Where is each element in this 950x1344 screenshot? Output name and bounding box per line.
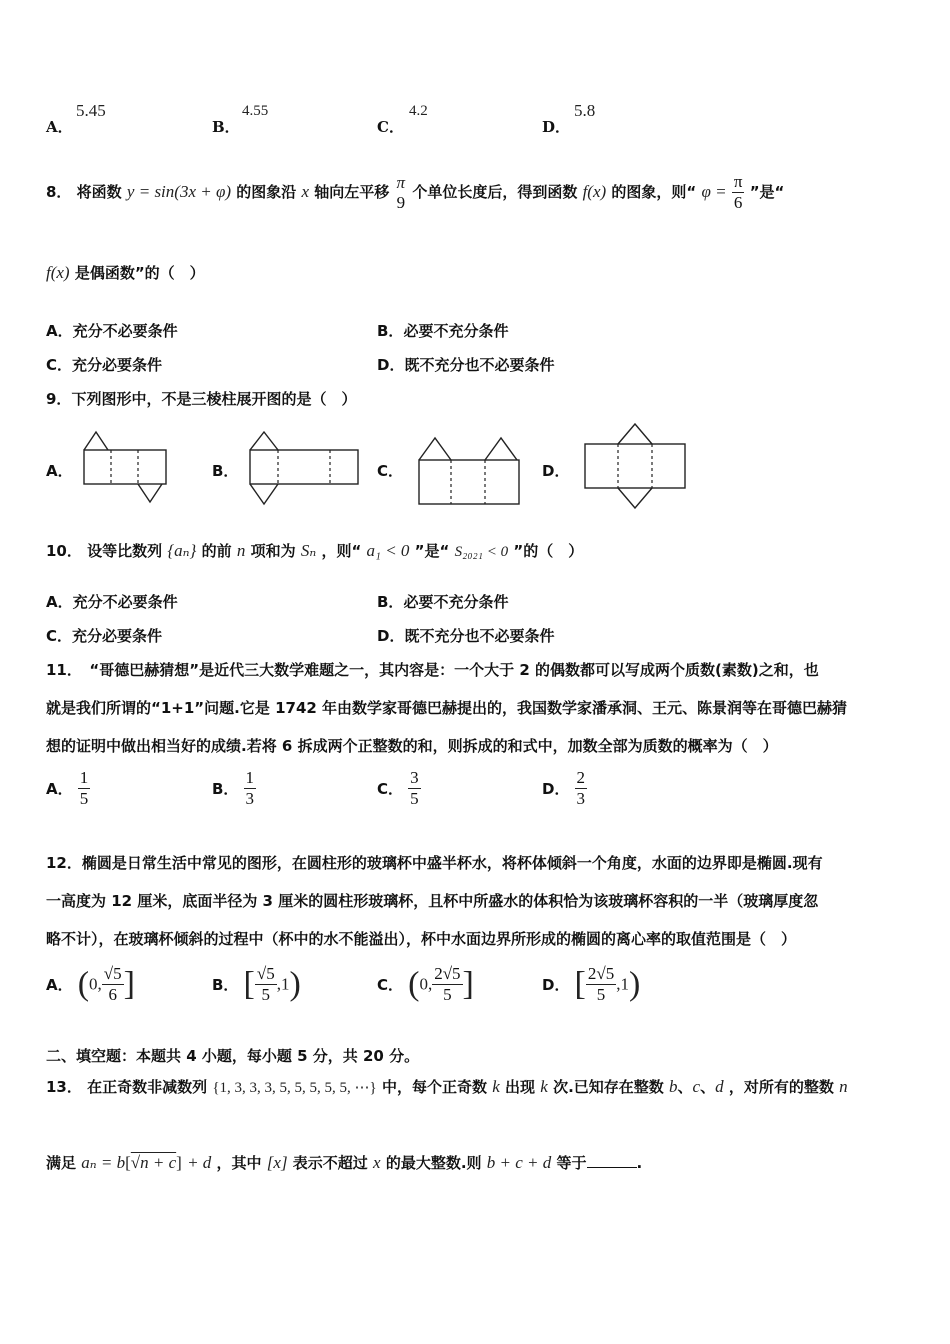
- q12-option-d: D． [ $\frac{2√5}{5}$ ,1): [542, 964, 641, 1004]
- q12-line-1: 12．椭圆是日常生活中常见的图形，在圆柱形的玻璃杯中盛半杯水，将杯体倾斜一个角度，水面的边界即是椭圆.现有: [46, 854, 823, 872]
- q9-number: 9．: [46, 390, 72, 408]
- q13-k: k: [492, 1077, 500, 1096]
- q11-option-a: A． $\frac{1}{5}$: [46, 768, 89, 808]
- q10-sn: Sₙ: [300, 541, 317, 560]
- q10-option-a: A．充分不必要条件: [46, 593, 178, 611]
- q7-option-c-value: 4.2: [409, 103, 428, 119]
- q13-text-10: 等于: [556, 1154, 587, 1172]
- q8-phi: φ =: [701, 182, 727, 201]
- q13-formula-root: √n + c: [130, 1153, 177, 1172]
- q9-figure-b: [244, 428, 364, 510]
- q11-line-3: 想的证明中做出相当好的成绩.若将 6 拆成两个正整数的和，则拆成的和式中，加数全部为质数的概率为（ ）: [46, 737, 778, 755]
- q9-stem: [46, 388, 356, 409]
- q13-answer-blank[interactable]: [587, 1153, 637, 1168]
- q8-option-c: C．充分必要条件: [46, 356, 163, 374]
- q13-text-2: 中，每个正奇数: [382, 1078, 488, 1096]
- q8-axis: x: [301, 182, 310, 201]
- q8-shift-den: 9: [396, 192, 406, 212]
- q10-text-1: 设等比数列: [87, 542, 163, 560]
- q13-text-7: ，其中: [216, 1154, 262, 1172]
- q10-text-5: ”是“: [414, 542, 450, 560]
- q8-text-3: 轴向左平移: [314, 183, 390, 201]
- q8-phi-fraction: [732, 172, 745, 213]
- q13-text-1: 在正奇数非减数列: [87, 1078, 208, 1096]
- q10-cond-2: S₂₀₂₁ < 0: [454, 544, 509, 560]
- q13-formula-rhs: + d: [187, 1153, 212, 1172]
- q8-text-4: 个单位长度后，得到函数: [412, 183, 578, 201]
- q9-option-b-label: B．: [212, 462, 239, 480]
- q8-text-6: ”是“: [749, 183, 785, 201]
- q8-shift-fraction: [395, 173, 408, 213]
- q11-option-c: C． $\frac{3}{5}$: [377, 768, 419, 808]
- q10-text-6: ”的（ ）: [513, 542, 584, 560]
- q8-stem-cont: [46, 262, 205, 283]
- q10-text-3: 项和为: [250, 542, 296, 560]
- q8-text-5: 的图象，则“: [611, 183, 697, 201]
- q8-option-d: D．既不充分也不必要条件: [377, 356, 555, 374]
- q7-option-c-label: C．: [377, 118, 404, 136]
- q7-option-d-value: 5.8: [574, 101, 596, 120]
- q13-sum: b + c + d: [486, 1153, 552, 1172]
- q12-option-a: A． (0, $\frac{√5}{6}$ ]: [46, 964, 135, 1004]
- q9-figure-c: [414, 432, 524, 508]
- q8-text-2: 的图象沿: [236, 183, 297, 201]
- q8-text-1: 将函数: [76, 183, 122, 201]
- q7-option-a-value: 5.45: [76, 101, 106, 120]
- q11-option-d: D． $\frac{2}{3}$: [542, 768, 586, 808]
- q8-stem: [46, 172, 784, 213]
- q8-function: y = sin(3x + φ): [126, 182, 232, 201]
- q8-shift-num: π: [396, 172, 406, 192]
- q12-option-b: B． [ $\frac{√5}{5}$ ,1): [212, 964, 301, 1004]
- q13-x: x: [373, 1153, 381, 1172]
- q13-text-9: 的最大整数.则: [385, 1154, 482, 1172]
- q13-c: c: [692, 1077, 701, 1096]
- section-2-title: 二、填空题：本题共 4 小题，每小题 5 分，共 20 分。: [46, 1047, 420, 1065]
- q8-option-b: B．必要不充分条件: [377, 322, 509, 340]
- q7-option-b-label: B．: [212, 118, 240, 136]
- q8-number: 8．: [46, 183, 72, 201]
- q7-option-d-label: D．: [542, 118, 571, 136]
- q8-fx: f(x): [582, 182, 607, 201]
- q8-text-7: 是偶函数”的（ ）: [74, 264, 205, 282]
- q10-number: 10．: [46, 542, 82, 560]
- q13-text-6: 满足: [46, 1154, 77, 1172]
- q11-line-1: 11． “哥德巴赫猜想”是近代三大数学难题之一，其内容是：一个大于 2 的偶数都可以写成两个质数(素数)之和，也: [46, 661, 819, 679]
- q13-text-5: ，对所有的整数: [728, 1078, 834, 1096]
- q13-text-3: 出现: [505, 1078, 536, 1096]
- q13-text-8: 表示不超过: [292, 1154, 368, 1172]
- q8-option-a: A．充分不必要条件: [46, 322, 178, 340]
- q10-sequence: {aₙ}: [167, 541, 197, 560]
- q10-text-4: ，则“: [321, 542, 362, 560]
- q13-formula-lhs: aₙ = b: [81, 1153, 126, 1172]
- q13-n: n: [839, 1077, 848, 1096]
- q10-option-d: D．既不充分也不必要条件: [377, 627, 555, 645]
- q9-option-d-label: D．: [542, 462, 570, 480]
- q12-line-3: 略不计），在玻璃杯倾斜的过程中（杯中的水不能溢出），杯中水面边界所形成的椭圆的离心率的取值范围是（ ）: [46, 930, 797, 948]
- q13-k-2: k: [540, 1077, 548, 1096]
- q11-option-b: B． $\frac{1}{3}$: [212, 768, 255, 808]
- q10-cond-1: a₁ < 0: [366, 541, 410, 560]
- q9-text: 下列图形中，不是三棱柱展开图的是（ ）: [71, 390, 357, 408]
- q8-fx-2: f(x): [46, 263, 70, 282]
- q13-stem-cont: 满足 aₙ = b[√n + c] + d ，其中 [x] 表示不超过 x 的最大整数.则 b + c + d 等于 .: [46, 1153, 643, 1172]
- q10-n: n: [236, 541, 246, 560]
- q13-floor: [x]: [266, 1153, 288, 1172]
- q9-option-a-label: A．: [46, 462, 73, 480]
- q13-text-4: 次.已知存在整数: [553, 1078, 664, 1096]
- q10-stem: [46, 540, 583, 561]
- q8-phi-num: π: [733, 172, 743, 191]
- q13-d: d: [715, 1077, 724, 1096]
- q9-figure-a: [78, 428, 170, 504]
- q10-option-c: C．充分必要条件: [46, 627, 163, 645]
- q13-stem: 13． 在正奇数非减数列 {1, 3, 3, 3, 5, 5, 5, 5, 5, ⋯} 中，每个正奇数 k 出现 k 次.已知存在整数 b、c、d ，对所有的整数 n: [46, 1077, 848, 1096]
- q12-option-c: C． (0, $\frac{2√5}{5}$ ]: [377, 964, 474, 1004]
- q10-option-b: B．必要不充分条件: [377, 593, 509, 611]
- q12-line-2: 一高度为 12 厘米，底面半径为 3 厘米的圆柱形玻璃杯，且杯中所盛水的体积恰为该玻璃杯容积的一半（玻璃厚度忽: [46, 892, 819, 910]
- q7-option-a-label: A．: [46, 118, 73, 136]
- q13-number: 13．: [46, 1078, 82, 1096]
- q8-phi-den: 6: [733, 193, 743, 212]
- q11-line-2: 就是我们所谓的“1+1”问题.它是 1742 年由数学家哥德巴赫提出的，我国数学家潘承洞、王元、陈景润等在哥德巴赫猜: [46, 699, 848, 717]
- q9-option-c-label: C．: [377, 462, 404, 480]
- q7-option-b-value: 4.55: [242, 103, 269, 119]
- q13-sequence: {1, 3, 3, 3, 5, 5, 5, 5, 5, ⋯}: [212, 1080, 377, 1096]
- q13-b: b: [669, 1077, 678, 1096]
- q9-figure-d: [580, 420, 692, 512]
- q10-text-2: 的前: [201, 542, 232, 560]
